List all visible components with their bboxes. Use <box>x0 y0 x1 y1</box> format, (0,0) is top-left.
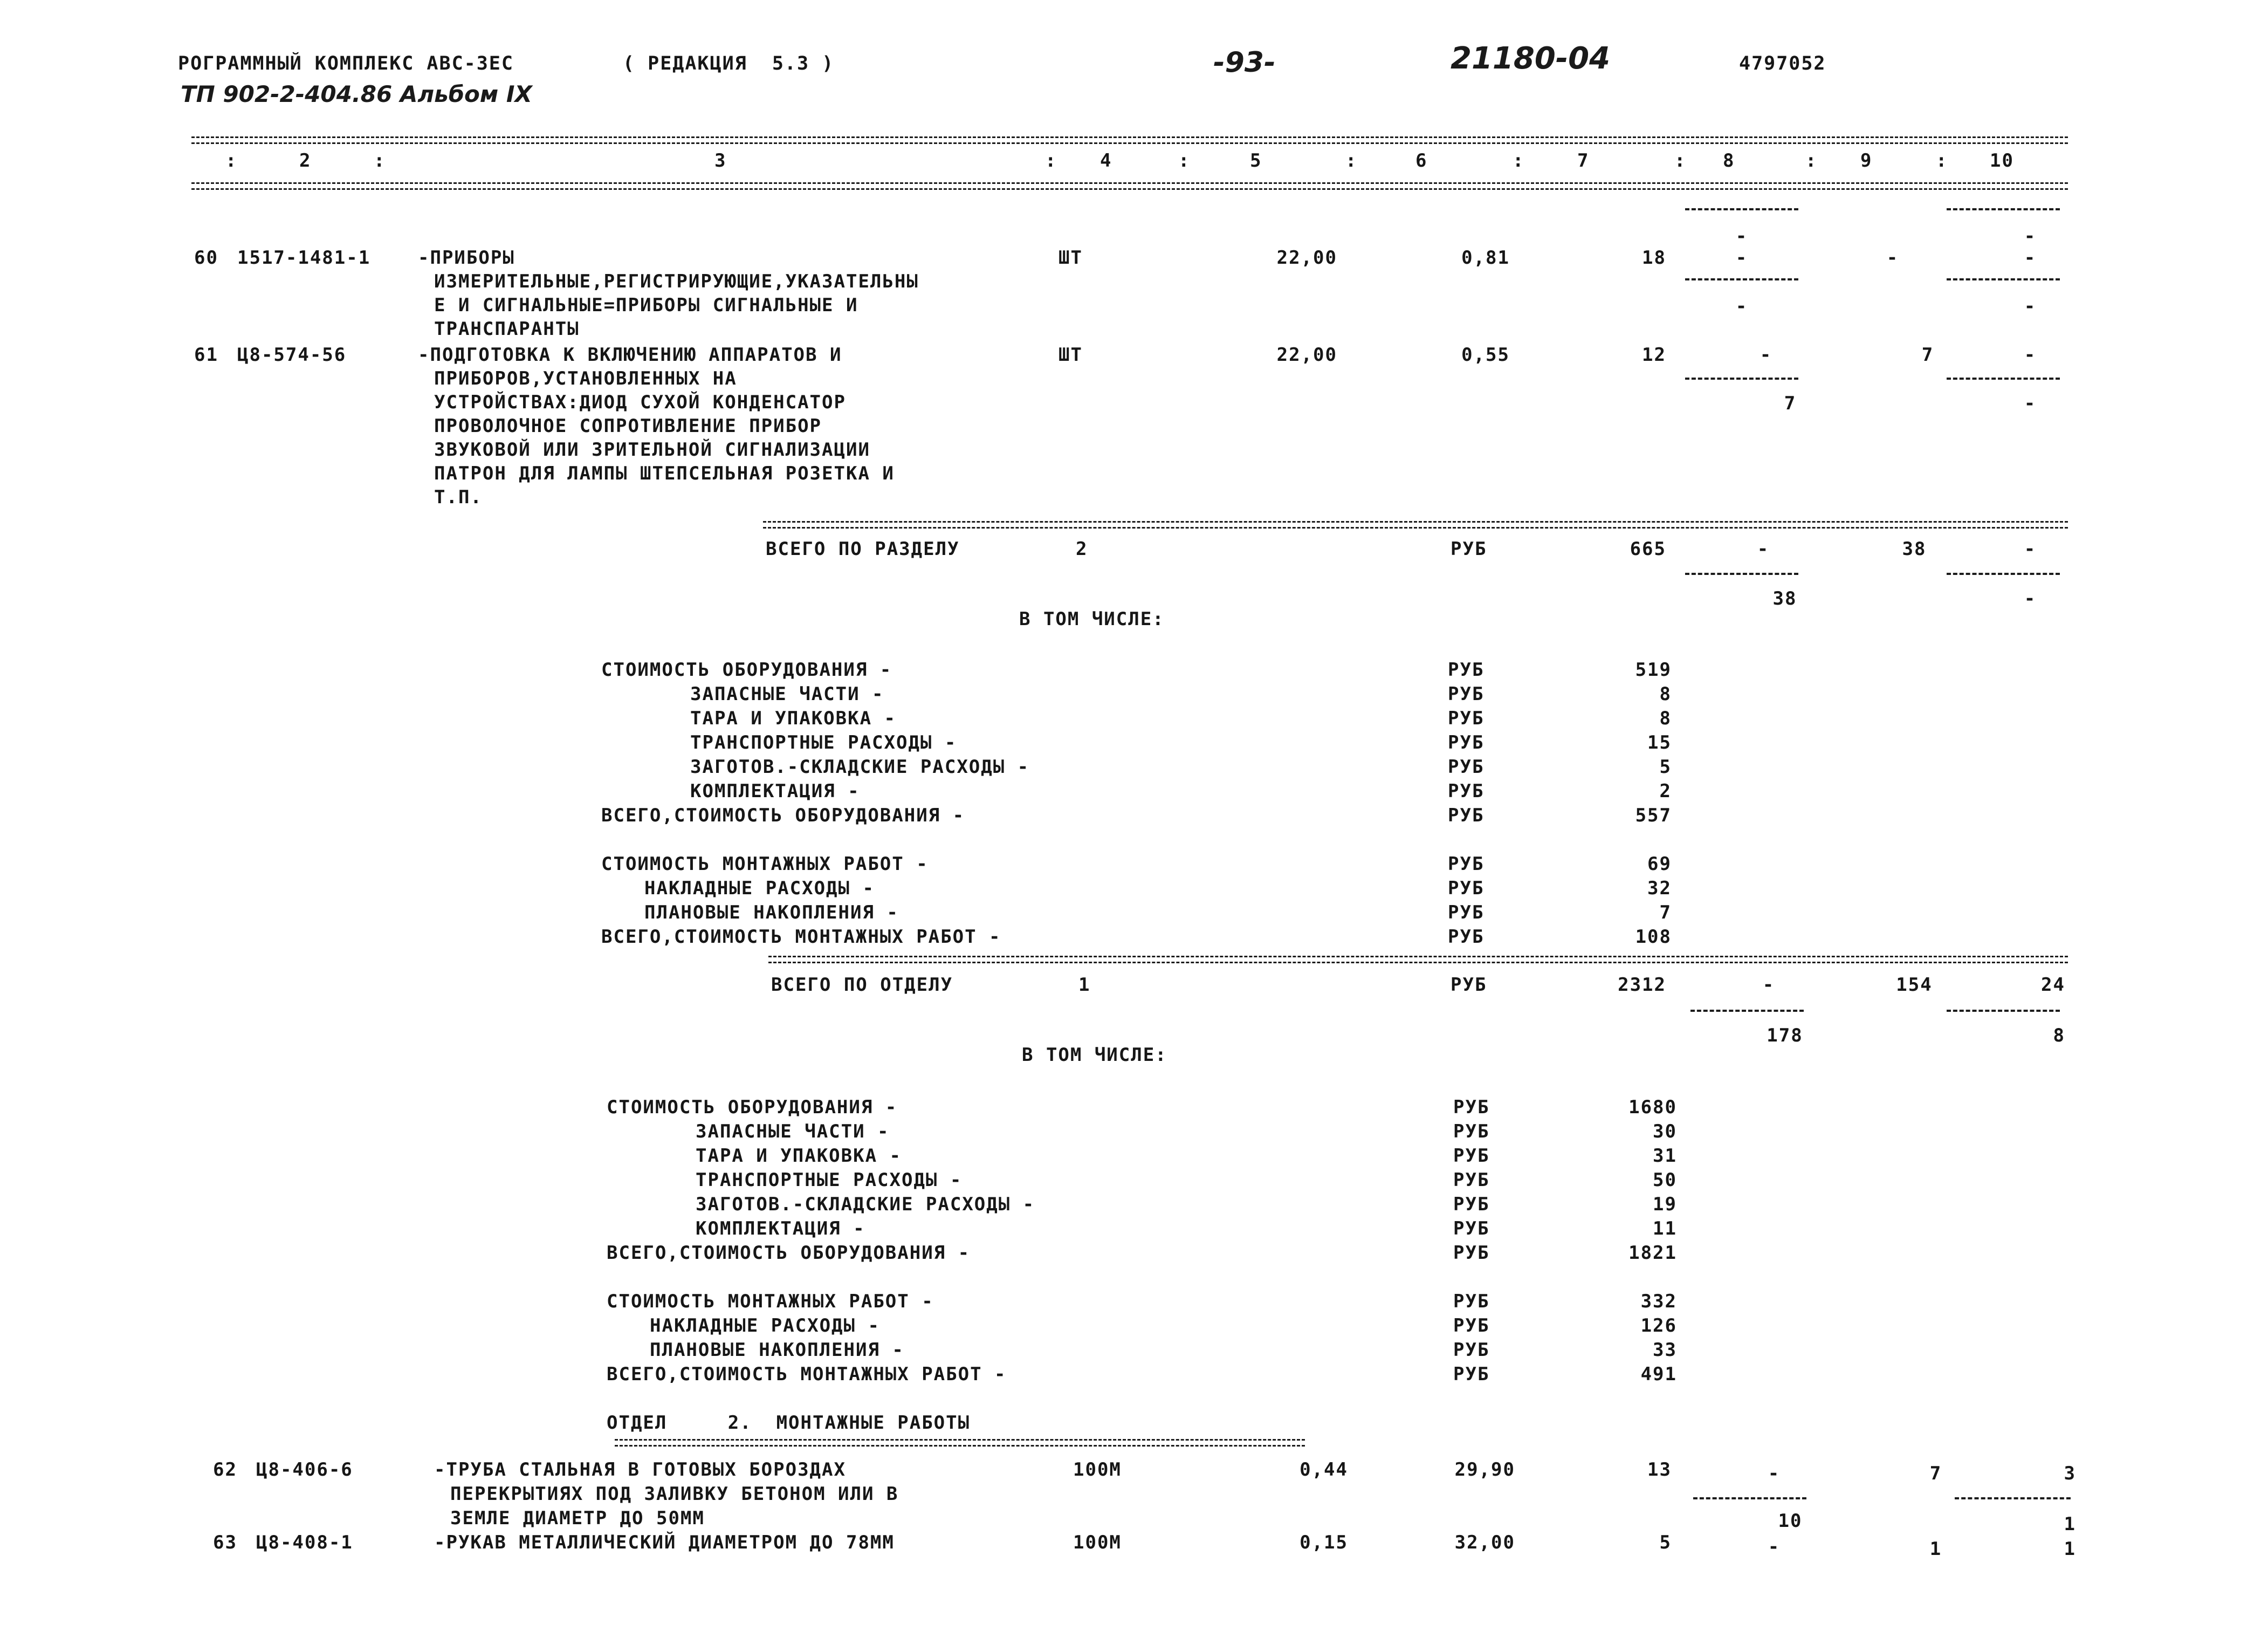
breakdown-value: 19 <box>1653 1194 1677 1215</box>
breakdown-value: 8 <box>1659 683 1672 705</box>
section-col10-bottom: - <box>2024 588 2037 609</box>
section-number: 2 <box>1076 538 1088 560</box>
breakdown-value: 15 <box>1647 732 1672 753</box>
col-7: 7 <box>1577 150 1590 172</box>
col-5: 5 <box>1250 150 1262 172</box>
breakdown-value: 557 <box>1635 805 1672 826</box>
row-description-line: ТРАНСПАРАНТЫ <box>434 318 580 340</box>
dept-number: 1 <box>1078 974 1091 996</box>
row-col10-mid: - <box>2024 247 2037 269</box>
dept2-underline <box>615 1439 1305 1447</box>
row-description-line: Е И СИГНАЛЬНЫЕ=ПРИБОРЫ СИГНАЛЬНЫЕ И <box>434 294 858 316</box>
breakdown-label: ВСЕГО,СТОИМОСТЬ ОБОРУДОВАНИЯ - <box>601 805 965 826</box>
breakdown-unit: РУБ <box>1453 1121 1490 1142</box>
dept-col8-top: - <box>1762 974 1775 996</box>
cell-divider <box>1685 573 1798 575</box>
row-description-line: ЗЕМЛЕ ДИАМЕТР ДО 50ММ <box>450 1507 705 1529</box>
col-sep: : <box>1045 150 1057 172</box>
cell-divider <box>1955 1497 2071 1499</box>
section-col8-bottom: 38 <box>1772 588 1797 609</box>
row-col9: 1 <box>1929 1538 1942 1560</box>
breakdown-label: ЗАПАСНЫЕ ЧАСТИ - <box>690 683 884 705</box>
breakdown-label: КОМПЛЕКТАЦИЯ - <box>696 1218 865 1239</box>
row-code: Ц8-408-1 <box>256 1532 353 1553</box>
section-col10-top: - <box>2024 538 2037 560</box>
row-col8-top: - <box>1760 344 1772 366</box>
row-col9: 7 <box>1929 1463 1942 1484</box>
col-sep: : <box>1178 150 1191 172</box>
section-total-value: 665 <box>1630 538 1666 560</box>
breakdown-value: 7 <box>1659 902 1672 923</box>
breakdown-value: 1821 <box>1628 1242 1677 1264</box>
section-col8-top: - <box>1757 538 1770 560</box>
breakdown-label: СТОИМОСТЬ ОБОРУДОВАНИЯ - <box>607 1097 898 1118</box>
breakdown-value: 30 <box>1653 1121 1677 1142</box>
breakdown-label: ТРАНСПОРТНЫЕ РАСХОДЫ - <box>696 1169 963 1191</box>
row-col8-top: - <box>1768 1536 1781 1558</box>
breakdown-label: СТОИМОСТЬ МОНТАЖНЫХ РАБОТ - <box>607 1291 934 1312</box>
row-quantity: 0,15 <box>1300 1532 1348 1553</box>
dept-col9: 154 <box>1896 974 1933 996</box>
row-unit: 100М <box>1073 1532 1122 1553</box>
row-description-line: ПРИБОРОВ,УСТАНОВЛЕННЫХ НА <box>434 368 737 389</box>
cell-divider <box>1693 1497 1806 1499</box>
program-name: РОГРАММНЫЙ КОМПЛЕКС АВС-3ЕС <box>178 53 514 74</box>
row-number: 62 <box>213 1459 237 1481</box>
row-col10-top: 1 <box>2064 1538 2076 1560</box>
breakdown-label: ТРАНСПОРТНЫЕ РАСХОДЫ - <box>690 732 957 753</box>
row-quantity: 0,44 <box>1300 1459 1348 1481</box>
row-total: 5 <box>1659 1532 1672 1553</box>
breakdown-value: 69 <box>1647 853 1672 875</box>
row-description-line: ПАТРОН ДЛЯ ЛАМПЫ ШТЕПСЕЛЬНАЯ РОЗЕТКА И <box>434 463 895 484</box>
row-description-line: ПРОВОЛОЧНОЕ СОПРОТИВЛЕНИЕ ПРИБОР <box>434 415 822 437</box>
row-col8-bottom: 10 <box>1778 1510 1803 1532</box>
breakdown-unit: РУБ <box>1453 1291 1490 1312</box>
col-4: 4 <box>1100 150 1112 172</box>
breakdown-value: 11 <box>1653 1218 1677 1239</box>
breakdown-label: СТОИМОСТЬ МОНТАЖНЫХ РАБОТ - <box>601 853 929 875</box>
row-col10-top: - <box>2024 344 2037 366</box>
breakdown-unit: РУБ <box>1453 1339 1490 1361</box>
row-description-line: ЗВУКОВОЙ ИЛИ ЗРИТЕЛЬНОЙ СИГНАЛИЗАЦИИ <box>434 439 870 461</box>
cell-divider <box>1947 278 2060 280</box>
breakdown-unit: РУБ <box>1448 902 1484 923</box>
row-price: 0,81 <box>1461 247 1510 269</box>
row-col8-top: - <box>1768 1463 1781 1484</box>
in-that-number-heading: В ТОМ ЧИСЛЕ: <box>1019 608 1165 630</box>
row-quantity: 22,00 <box>1276 344 1337 366</box>
breakdown-unit: РУБ <box>1453 1218 1490 1239</box>
breakdown-label: ВСЕГО,СТОИМОСТЬ МОНТАЖНЫХ РАБОТ - <box>601 926 1001 948</box>
breakdown-unit: РУБ <box>1448 659 1484 681</box>
row-total: 18 <box>1642 247 1666 269</box>
breakdown-label: ЗАГОТОВ.-СКЛАДСКИЕ РАСХОДЫ - <box>696 1194 1035 1215</box>
row-description-line: ИЗМЕРИТЕЛЬНЫЕ,РЕГИСТРИРУЮЩИЕ,УКАЗАТЕЛЬНЫ <box>434 271 919 292</box>
row-code: Ц8-406-6 <box>256 1459 353 1481</box>
col-sep: : <box>1936 150 1948 172</box>
breakdown-label: ТАРА И УПАКОВКА - <box>690 708 896 729</box>
row-description-line: ПЕРЕКРЫТИЯХ ПОД ЗАЛИВКУ БЕТОНОМ ИЛИ В <box>450 1483 899 1505</box>
breakdown-unit: РУБ <box>1448 878 1484 899</box>
breakdown-unit: РУБ <box>1448 683 1484 705</box>
cell-divider <box>1947 573 2060 575</box>
row-total: 13 <box>1647 1459 1672 1481</box>
section-unit: РУБ <box>1451 538 1487 560</box>
row-col9: - <box>1886 247 1899 269</box>
album-note: ТП 902-2-404.86 Альбом IX <box>181 81 532 107</box>
breakdown-label: ЗАГОТОВ.-СКЛАДСКИЕ РАСХОДЫ - <box>690 756 1030 778</box>
breakdown-value: 491 <box>1640 1363 1677 1385</box>
col-3: 3 <box>714 150 727 172</box>
breakdown-value: 5 <box>1659 756 1672 778</box>
breakdown-label: ВСЕГО,СТОИМОСТЬ МОНТАЖНЫХ РАБОТ - <box>607 1363 1007 1385</box>
col-6: 6 <box>1415 150 1428 172</box>
row-number: 63 <box>213 1532 237 1553</box>
row-code: Ц8-574-56 <box>237 344 347 366</box>
row-unit: ШТ <box>1059 247 1083 269</box>
breakdown-label: НАКЛАДНЫЕ РАСХОДЫ - <box>650 1315 880 1337</box>
breakdown-unit: РУБ <box>1453 1194 1490 1215</box>
breakdown-unit: РУБ <box>1453 1097 1490 1118</box>
row-description-line: Т.П. <box>434 486 483 508</box>
breakdown-value: 108 <box>1635 926 1672 948</box>
row-description-line: -ТРУБА СТАЛЬНАЯ В ГОТОВЫХ БОРОЗДАХ <box>434 1459 846 1481</box>
section-col9: 38 <box>1902 538 1927 560</box>
row-quantity: 22,00 <box>1276 247 1337 269</box>
section-rule <box>763 521 2068 529</box>
breakdown-value: 32 <box>1647 878 1672 899</box>
cell-divider <box>1947 378 2060 380</box>
breakdown-value: 332 <box>1640 1291 1677 1312</box>
cell-divider <box>1685 378 1798 380</box>
breakdown-value: 1680 <box>1628 1097 1677 1118</box>
row-price: 29,90 <box>1454 1459 1515 1481</box>
breakdown-label: ЗАПАСНЫЕ ЧАСТИ - <box>696 1121 890 1142</box>
breakdown-label: ПЛАНОВЫЕ НАКОПЛЕНИЯ - <box>650 1339 904 1361</box>
row-number: 60 <box>194 247 218 269</box>
row-col10-top: 3 <box>2064 1463 2076 1484</box>
dept-rule <box>768 956 2068 963</box>
breakdown-value: 50 <box>1653 1169 1677 1191</box>
header-rule-bottom <box>191 182 2068 190</box>
dept-col8-bottom: 178 <box>1767 1025 1803 1046</box>
breakdown-value: 126 <box>1640 1315 1677 1337</box>
dept2-heading: ОТДЕЛ 2. МОНТАЖНЫЕ РАБОТЫ <box>607 1412 971 1434</box>
breakdown-label: ВСЕГО,СТОИМОСТЬ ОБОРУДОВАНИЯ - <box>607 1242 971 1264</box>
col-sep: : <box>225 150 238 172</box>
dept-col10-bottom: 8 <box>2053 1025 2065 1046</box>
header-rule-top <box>191 136 2068 144</box>
row-col8-top: - <box>1735 225 1748 247</box>
breakdown-label: НАКЛАДНЫЕ РАСХОДЫ - <box>644 878 875 899</box>
cell-divider <box>1947 1010 2060 1012</box>
row-col8-bottom: - <box>1735 296 1748 317</box>
dept-unit: РУБ <box>1451 974 1487 996</box>
breakdown-unit: РУБ <box>1448 780 1484 802</box>
breakdown-unit: РУБ <box>1448 853 1484 875</box>
project-code: 21180-04 <box>1451 41 1610 76</box>
in-that-number-heading: В ТОМ ЧИСЛЕ: <box>1022 1044 1167 1066</box>
col-8: 8 <box>1723 150 1735 172</box>
col-sep: : <box>1345 150 1358 172</box>
breakdown-label: ТАРА И УПАКОВКА - <box>696 1145 902 1167</box>
breakdown-unit: РУБ <box>1448 708 1484 729</box>
section-total-label: ВСЕГО ПО РАЗДЕЛУ <box>766 538 960 560</box>
breakdown-value: 31 <box>1653 1145 1677 1167</box>
row-code: 1517-1481-1 <box>237 247 371 269</box>
row-col10-bottom: - <box>2024 296 2037 317</box>
col-2: 2 <box>299 150 312 172</box>
dept-total-label: ВСЕГО ПО ОТДЕЛУ <box>771 974 953 996</box>
breakdown-unit: РУБ <box>1453 1363 1490 1385</box>
row-description-line: -РУКАВ МЕТАЛЛИЧЕСКИЙ ДИАМЕТРОМ ДО 78ММ <box>434 1532 895 1553</box>
row-col8-mid: - <box>1735 247 1748 269</box>
breakdown-value: 8 <box>1659 708 1672 729</box>
row-description-line: -ПОДГОТОВКА К ВКЛЮЧЕНИЮ АППАРАТОВ И <box>418 344 842 366</box>
doc-number: 4797052 <box>1739 53 1826 74</box>
edition: ( РЕДАКЦИЯ 5.3 ) <box>623 53 835 74</box>
row-col10-top: - <box>2024 225 2037 247</box>
breakdown-unit: РУБ <box>1453 1169 1490 1191</box>
breakdown-label: КОМПЛЕКТАЦИЯ - <box>690 780 860 802</box>
breakdown-value: 2 <box>1659 780 1672 802</box>
breakdown-value: 519 <box>1635 659 1672 681</box>
breakdown-value: 33 <box>1653 1339 1677 1361</box>
breakdown-unit: РУБ <box>1448 756 1484 778</box>
row-col9: 7 <box>1921 344 1934 366</box>
breakdown-label: ПЛАНОВЫЕ НАКОПЛЕНИЯ - <box>644 902 899 923</box>
row-total: 12 <box>1642 344 1666 366</box>
breakdown-unit: РУБ <box>1448 926 1484 948</box>
row-unit: 100М <box>1073 1459 1122 1481</box>
row-description-line: УСТРОЙСТВАХ:ДИОД СУХОЙ КОНДЕНСАТОР <box>434 392 846 413</box>
row-col10-bottom: 1 <box>2064 1513 2076 1535</box>
col-9: 9 <box>1860 150 1873 172</box>
col-sep: : <box>1513 150 1525 172</box>
row-col8-bottom: 7 <box>1784 393 1797 414</box>
dept-total-value: 2312 <box>1618 974 1666 996</box>
breakdown-unit: РУБ <box>1448 732 1484 753</box>
row-description-line: -ПРИБОРЫ <box>418 247 515 269</box>
row-number: 61 <box>194 344 218 366</box>
cell-divider <box>1690 1010 1804 1012</box>
row-col10-bottom: - <box>2024 393 2037 414</box>
cell-divider <box>1685 278 1798 280</box>
col-10: 10 <box>1990 150 2014 172</box>
page-number: -93- <box>1213 46 1276 79</box>
row-unit: ШТ <box>1059 344 1083 366</box>
col-sep: : <box>1805 150 1818 172</box>
col8-rule <box>1685 208 1798 210</box>
breakdown-unit: РУБ <box>1453 1242 1490 1264</box>
row-price: 32,00 <box>1454 1532 1515 1553</box>
dept-col10-top: 24 <box>2041 974 2065 996</box>
breakdown-unit: РУБ <box>1453 1315 1490 1337</box>
breakdown-unit: РУБ <box>1448 805 1484 826</box>
col-sep: : <box>1674 150 1687 172</box>
breakdown-label: СТОИМОСТЬ ОБОРУДОВАНИЯ - <box>601 659 892 681</box>
breakdown-unit: РУБ <box>1453 1145 1490 1167</box>
col10-rule <box>1947 208 2060 210</box>
row-price: 0,55 <box>1461 344 1510 366</box>
col-sep: : <box>374 150 386 172</box>
